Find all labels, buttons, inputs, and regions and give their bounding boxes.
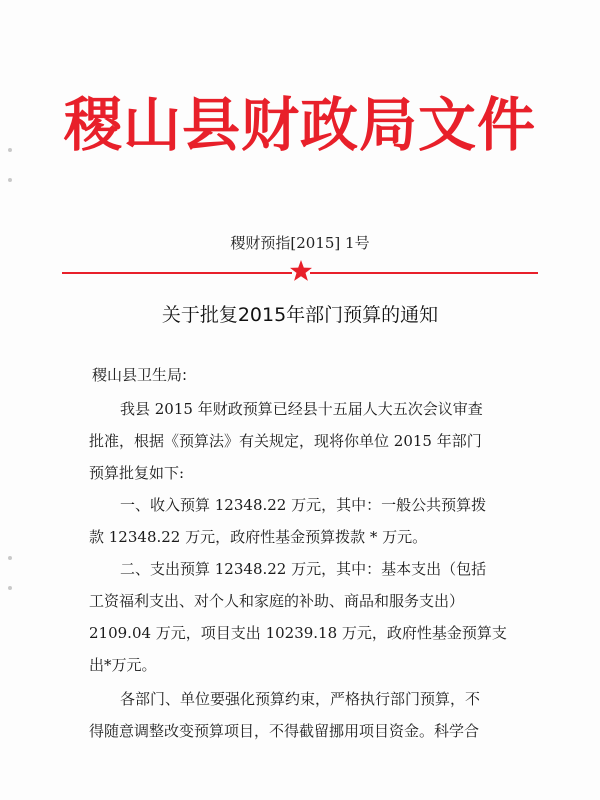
- red-star-icon: [289, 259, 313, 283]
- document-header-title: 稷山县财政局文件: [63, 91, 536, 159]
- body-line: 得随意调整改变预算项目，不得截留挪用项目资金。科学合: [89, 722, 480, 740]
- body-line: 批准，根据《预算法》有关规定，现将你单位 2015 年部门: [89, 432, 482, 450]
- body-line: 二、支出预算 12348.22 万元，其中：基本支出（包括: [120, 560, 487, 578]
- body-line: 出*万元。: [89, 656, 157, 674]
- body-line: 各部门、单位要强化预算约束，严格执行部门预算，不: [120, 690, 481, 708]
- body-line: 一、收入预算 12348.22 万元，其中：一般公共预算拨: [120, 496, 487, 514]
- recipient: 稷山县卫生局:: [92, 366, 188, 384]
- header-divider-right: [310, 272, 538, 274]
- notice-title: 关于批复2015年部门预算的通知: [161, 304, 439, 326]
- body-line: 我县 2015 年财政预算已经县十五届人大五次会议审查: [120, 400, 483, 418]
- binding-hole: [8, 556, 12, 560]
- binding-hole: [8, 586, 12, 590]
- document-number: 稷财预指[2015] 1号: [230, 234, 370, 252]
- binding-hole: [8, 178, 12, 182]
- body-line: 预算批复如下:: [89, 464, 185, 482]
- header-divider-left: [62, 272, 292, 274]
- body-line: 工资福利支出、对个人和家庭的补助、商品和服务支出）: [89, 592, 465, 610]
- body-line: 款 12348.22 万元，政府性基金预算拨款 * 万元。: [89, 528, 428, 546]
- body-line: 2109.04 万元，项目支出 10239.18 万元，政府性基金预算支: [89, 624, 507, 642]
